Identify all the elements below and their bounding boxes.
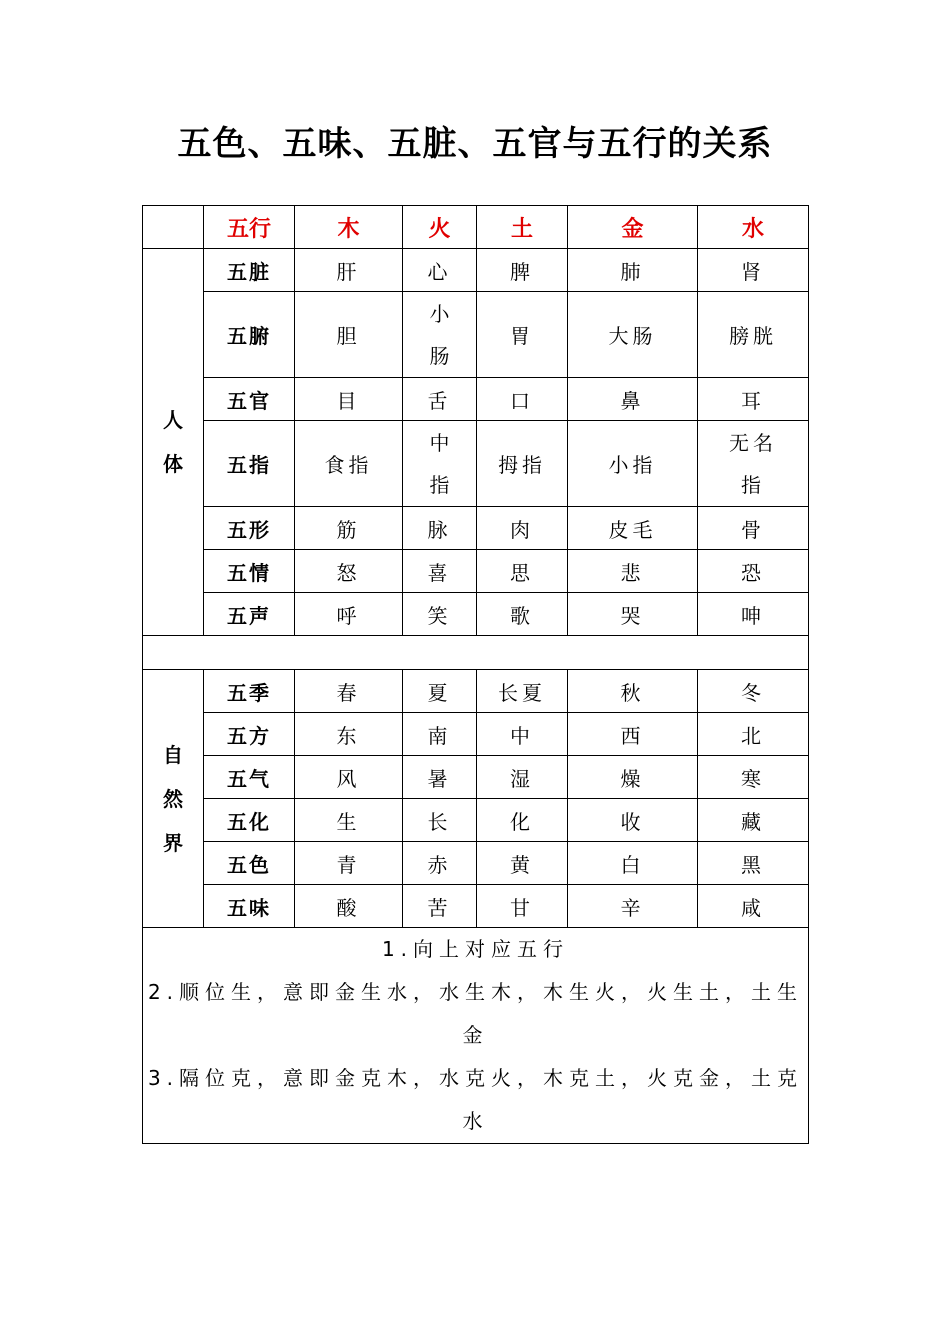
table-cell: 南	[403, 713, 477, 756]
table-row	[143, 842, 809, 885]
table-cell: 春	[295, 670, 403, 713]
row-label: 五形	[204, 507, 295, 550]
table-cell: 小肠	[403, 292, 477, 378]
table-cell: 肺	[568, 249, 698, 292]
table-cell: 脾	[477, 249, 568, 292]
corner-cell	[143, 206, 204, 249]
table-cell: 思	[477, 550, 568, 593]
table-cell: 目	[295, 378, 403, 421]
table-cell: 中	[477, 713, 568, 756]
note-item: 1.向上对应五行	[381, 937, 570, 961]
table-row	[143, 378, 809, 421]
table-cell: 耳	[698, 378, 809, 421]
five-elements-table	[142, 205, 809, 1144]
table-cell: 苦	[403, 885, 477, 928]
table-cell: 黄	[477, 842, 568, 885]
table-row	[143, 249, 809, 292]
table-cell: 肉	[477, 507, 568, 550]
header-fire: 火	[403, 206, 477, 249]
table-cell: 心	[403, 249, 477, 292]
table-cell: 夏	[403, 670, 477, 713]
table-cell: 燥	[568, 756, 698, 799]
spacer-row	[143, 636, 809, 670]
table-cell: 胃	[477, 292, 568, 378]
header-label: 五行	[204, 206, 295, 249]
table-row	[143, 713, 809, 756]
empty-cell	[143, 636, 809, 670]
table-cell: 歌	[477, 593, 568, 636]
table-cell: 肾	[698, 249, 809, 292]
table-cell: 小指	[568, 421, 698, 507]
table-row	[143, 593, 809, 636]
table-cell: 藏	[698, 799, 809, 842]
row-label: 五腑	[204, 292, 295, 378]
table-cell: 筋	[295, 507, 403, 550]
table-row	[143, 507, 809, 550]
table-cell: 化	[477, 799, 568, 842]
table-cell: 赤	[403, 842, 477, 885]
table-cell: 辛	[568, 885, 698, 928]
table-cell: 肝	[295, 249, 403, 292]
table-cell: 拇指	[477, 421, 568, 507]
table-cell: 膀胱	[698, 292, 809, 378]
header-water: 水	[698, 206, 809, 249]
header-metal: 金	[568, 206, 698, 249]
row-label: 五情	[204, 550, 295, 593]
page-title: 五色、五味、五脏、五官与五行的关系	[177, 124, 773, 164]
row-label: 五气	[204, 756, 295, 799]
table-cell: 东	[295, 713, 403, 756]
table-cell: 暑	[403, 756, 477, 799]
group-label-nature: 自 然 界	[143, 670, 204, 928]
table-row	[143, 885, 809, 928]
table-cell: 舌	[403, 378, 477, 421]
table-row	[143, 550, 809, 593]
table-cell: 喜	[403, 550, 477, 593]
table-cell: 秋	[568, 670, 698, 713]
table-row	[143, 799, 809, 842]
table-cell: 胆	[295, 292, 403, 378]
table-cell: 哭	[568, 593, 698, 636]
table-row	[143, 670, 809, 713]
table-row	[143, 756, 809, 799]
table-cell: 冬	[698, 670, 809, 713]
group-label-human-body: 人 体	[143, 249, 204, 636]
table-cell: 甘	[477, 885, 568, 928]
table-cell: 脉	[403, 507, 477, 550]
table-cell: 咸	[698, 885, 809, 928]
table-cell: 西	[568, 713, 698, 756]
table-cell: 风	[295, 756, 403, 799]
table-cell: 湿	[477, 756, 568, 799]
table-cell: 生	[295, 799, 403, 842]
table-cell: 食指	[295, 421, 403, 507]
table-cell: 大肠	[568, 292, 698, 378]
row-label: 五官	[204, 378, 295, 421]
table-cell: 北	[698, 713, 809, 756]
table-cell: 怒	[295, 550, 403, 593]
row-label: 五季	[204, 670, 295, 713]
header-wood: 木	[295, 206, 403, 249]
row-label: 五指	[204, 421, 295, 507]
table-cell: 无名指	[698, 421, 809, 507]
table-cell: 白	[568, 842, 698, 885]
note-item: 2.顺位生，意即金生水，水生木，木生火，火生土，土生金	[147, 980, 804, 1047]
table-cell: 呻	[698, 593, 809, 636]
row-label: 五声	[204, 593, 295, 636]
table-cell: 寒	[698, 756, 809, 799]
header-row	[143, 206, 809, 249]
table-cell: 皮毛	[568, 507, 698, 550]
table-cell: 骨	[698, 507, 809, 550]
table-cell: 中指	[403, 421, 477, 507]
row-label: 五化	[204, 799, 295, 842]
row-label: 五脏	[204, 249, 295, 292]
table-row	[143, 292, 809, 378]
table-row	[143, 421, 809, 507]
note-item: 3.隔位克，意即金克木，水克火，木克土，火克金，土克水	[147, 1066, 804, 1133]
notes-row	[143, 928, 809, 1144]
table-cell: 酸	[295, 885, 403, 928]
row-label: 五色	[204, 842, 295, 885]
table-cell: 笑	[403, 593, 477, 636]
header-earth: 土	[477, 206, 568, 249]
table-cell: 青	[295, 842, 403, 885]
table-cell: 恐	[698, 550, 809, 593]
table-cell: 口	[477, 378, 568, 421]
notes-cell	[143, 928, 809, 1144]
row-label: 五方	[204, 713, 295, 756]
table-cell: 鼻	[568, 378, 698, 421]
table-cell: 长夏	[477, 670, 568, 713]
table-cell: 长	[403, 799, 477, 842]
table-cell: 悲	[568, 550, 698, 593]
row-label: 五味	[204, 885, 295, 928]
table-cell: 黑	[698, 842, 809, 885]
table-cell: 收	[568, 799, 698, 842]
table-cell: 呼	[295, 593, 403, 636]
